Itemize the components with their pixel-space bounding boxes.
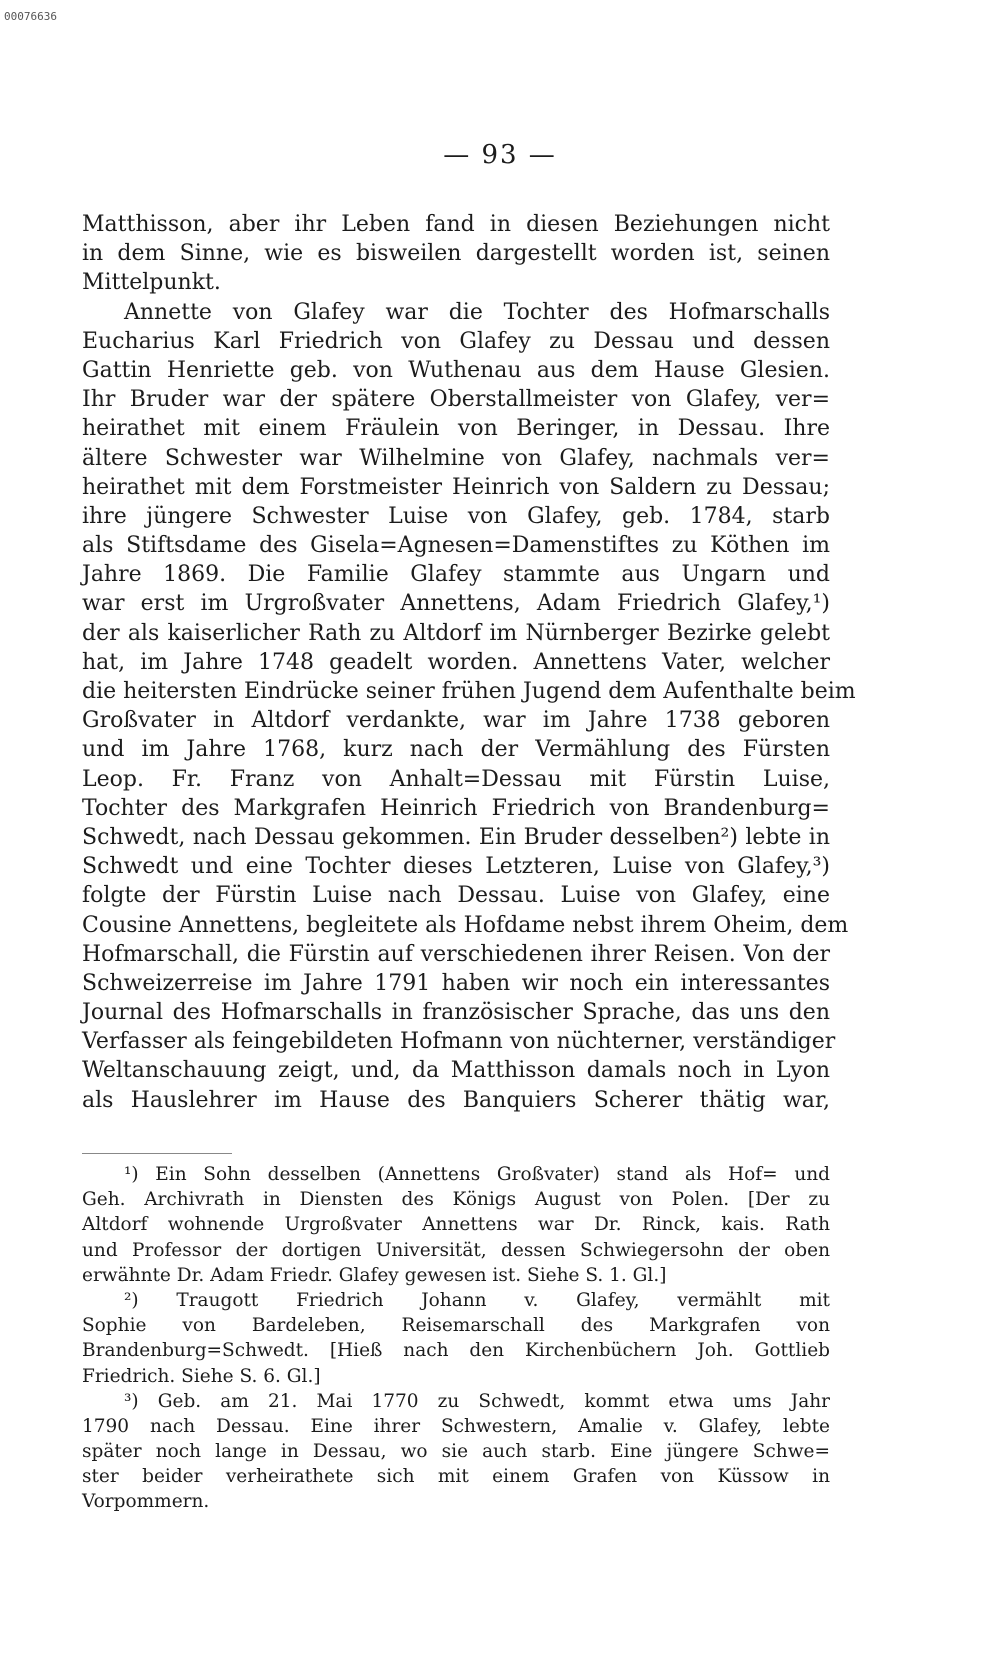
text-line: ihre jüngere Schwester Luise von Glafey, geb. 1784, starb: [82, 503, 830, 529]
footnote-line: Sophie von Bardeleben, Reisemarschall des Markgrafen von: [82, 1315, 830, 1337]
text-line: folgte der Fürstin Luise nach Dessau. Luise von Glafey, eine: [82, 883, 830, 909]
footnote-line: Friedrich. Siehe S. 6. Gl.]: [82, 1365, 321, 1387]
text-line: als Stiftsdame des Gisela=Agnesen=Damenstiftes zu Köthen im: [82, 533, 830, 559]
text-line: Hofmarschall, die Fürstin auf verschiedenen ihrer Reisen. Von der: [82, 941, 830, 967]
footnote-line: und Professor der dortigen Universität, dessen Schwiegersohn der oben: [82, 1239, 830, 1261]
text-line: heirathet mit einem Fräulein von Beringer, in Dessau. Ihre: [82, 416, 830, 442]
footnote-line: später noch lange in Dessau, wo sie auch starb. Eine jüngere Schwe=: [82, 1441, 830, 1463]
text-line: hat, im Jahre 1748 geadelt worden. Annettens Vater, welcher: [82, 649, 830, 675]
text-line: Schwedt, nach Dessau gekommen. Ein Bruder desselben²) lebte in: [82, 824, 830, 850]
text-line: Leop. Fr. Franz von Anhalt=Dessau mit Fürstin Luise,: [82, 766, 830, 792]
footnote-line: Altdorf wohnende Urgroßvater Annettens war Dr. Rinck, kais. Rath: [82, 1214, 830, 1236]
text-line: Journal des Hofmarschalls in französischer Sprache, das uns den: [82, 1000, 830, 1026]
text-line: ältere Schwester war Wilhelmine von Glafey, nachmals ver=: [82, 445, 830, 471]
footnote-line: ²) Traugott Friedrich Johann v. Glafey, vermählt mit: [124, 1289, 830, 1311]
text-line: Tochter des Markgrafen Heinrich Friedrich von Brandenburg=: [82, 795, 830, 821]
text-line: Ihr Bruder war der spätere Oberstallmeister von Glafey, ver=: [82, 387, 830, 413]
footnote-2: [82, 1288, 830, 1389]
page-number: — 93 —: [443, 140, 557, 170]
text-line: Weltanschauung zeigt, und, da Matthisson damals noch in Lyon: [82, 1058, 830, 1084]
scan-id-label: 00076636: [4, 10, 57, 23]
footnote-line: erwähnte Dr. Adam Friedr. Glafey gewesen ist. Siehe S. 1. Gl.]: [82, 1264, 667, 1286]
footnote-line: Vorpommern.: [82, 1491, 210, 1513]
text-line: heirathet mit dem Forstmeister Heinrich von Saldern zu Dessau;: [82, 474, 830, 500]
text-line: als Hauslehrer im Hause des Banquiers Scherer thätig war,: [82, 1087, 830, 1113]
text-line: war erst im Urgroßvater Annettens, Adam Friedrich Glafey,¹): [82, 591, 830, 617]
text-line: Cousine Annettens, begleitete als Hofdame nebst ihrem Oheim, dem: [82, 912, 849, 938]
text-line: die heitersten Eindrücke seiner frühen Jugend dem Aufenthalte beim: [82, 679, 856, 704]
text-line: Annette von Glafey war die Tochter des Hofmarschalls: [124, 299, 830, 325]
text-line: Jahre 1869. Die Familie Glafey stammte aus Ungarn und: [82, 562, 830, 588]
footnote-line: ³) Geb. am 21. Mai 1770 zu Schwedt, kommt etwa ums Jahr: [124, 1390, 830, 1412]
text-line: Mittelpunkt.: [82, 270, 221, 296]
text-line: der als kaiserlicher Rath zu Altdorf im Nürnberger Bezirke gelebt: [82, 620, 830, 646]
text-line: Schwedt und eine Tochter dieses Letzteren, Luise von Glafey,³): [82, 854, 830, 880]
footnote-line: ¹) Ein Sohn desselben (Annettens Großvater) stand als Hof= und: [124, 1164, 830, 1185]
footnote-line: ster beider verheirathete sich mit einem Grafen von Küssow in: [82, 1466, 830, 1488]
text-line: Gattin Henriette geb. von Wuthenau aus dem Hause Glesien.: [82, 357, 830, 383]
text-line: und im Jahre 1768, kurz nach der Vermählung des Fürsten: [82, 737, 830, 763]
text-line: Großvater in Altdorf verdankte, war im Jahre 1738 geboren: [82, 708, 830, 734]
footnote-divider: [82, 1153, 232, 1154]
main-text: [82, 210, 856, 1115]
text-line: Verfasser als feingebildeten Hofmann von nüchterner, verständiger: [82, 1029, 836, 1055]
footnote-line: 1790 nach Dessau. Eine ihrer Schwestern, Amalie v. Glafey, lebte: [82, 1415, 830, 1437]
footnotes: [82, 1162, 830, 1515]
footnote-line: Brandenburg=Schwedt. [Hieß nach den Kirchenbüchern Joh. Gottlieb: [82, 1340, 830, 1362]
footnote-1: [82, 1162, 830, 1288]
text-line: Schweizerreise im Jahre 1791 haben wir noch ein interessantes: [82, 970, 830, 996]
text-line: in dem Sinne, wie es bisweilen dargestellt worden ist, seinen: [82, 241, 830, 267]
text-line: Matthisson, aber ihr Leben fand in diesen Beziehungen nicht: [82, 212, 830, 237]
footnote-line: Geh. Archivrath in Diensten des Königs August von Polen. [Der zu: [82, 1189, 830, 1211]
footnote-3: [82, 1389, 830, 1515]
text-line: Eucharius Karl Friedrich von Glafey zu Dessau und dessen: [82, 328, 830, 354]
